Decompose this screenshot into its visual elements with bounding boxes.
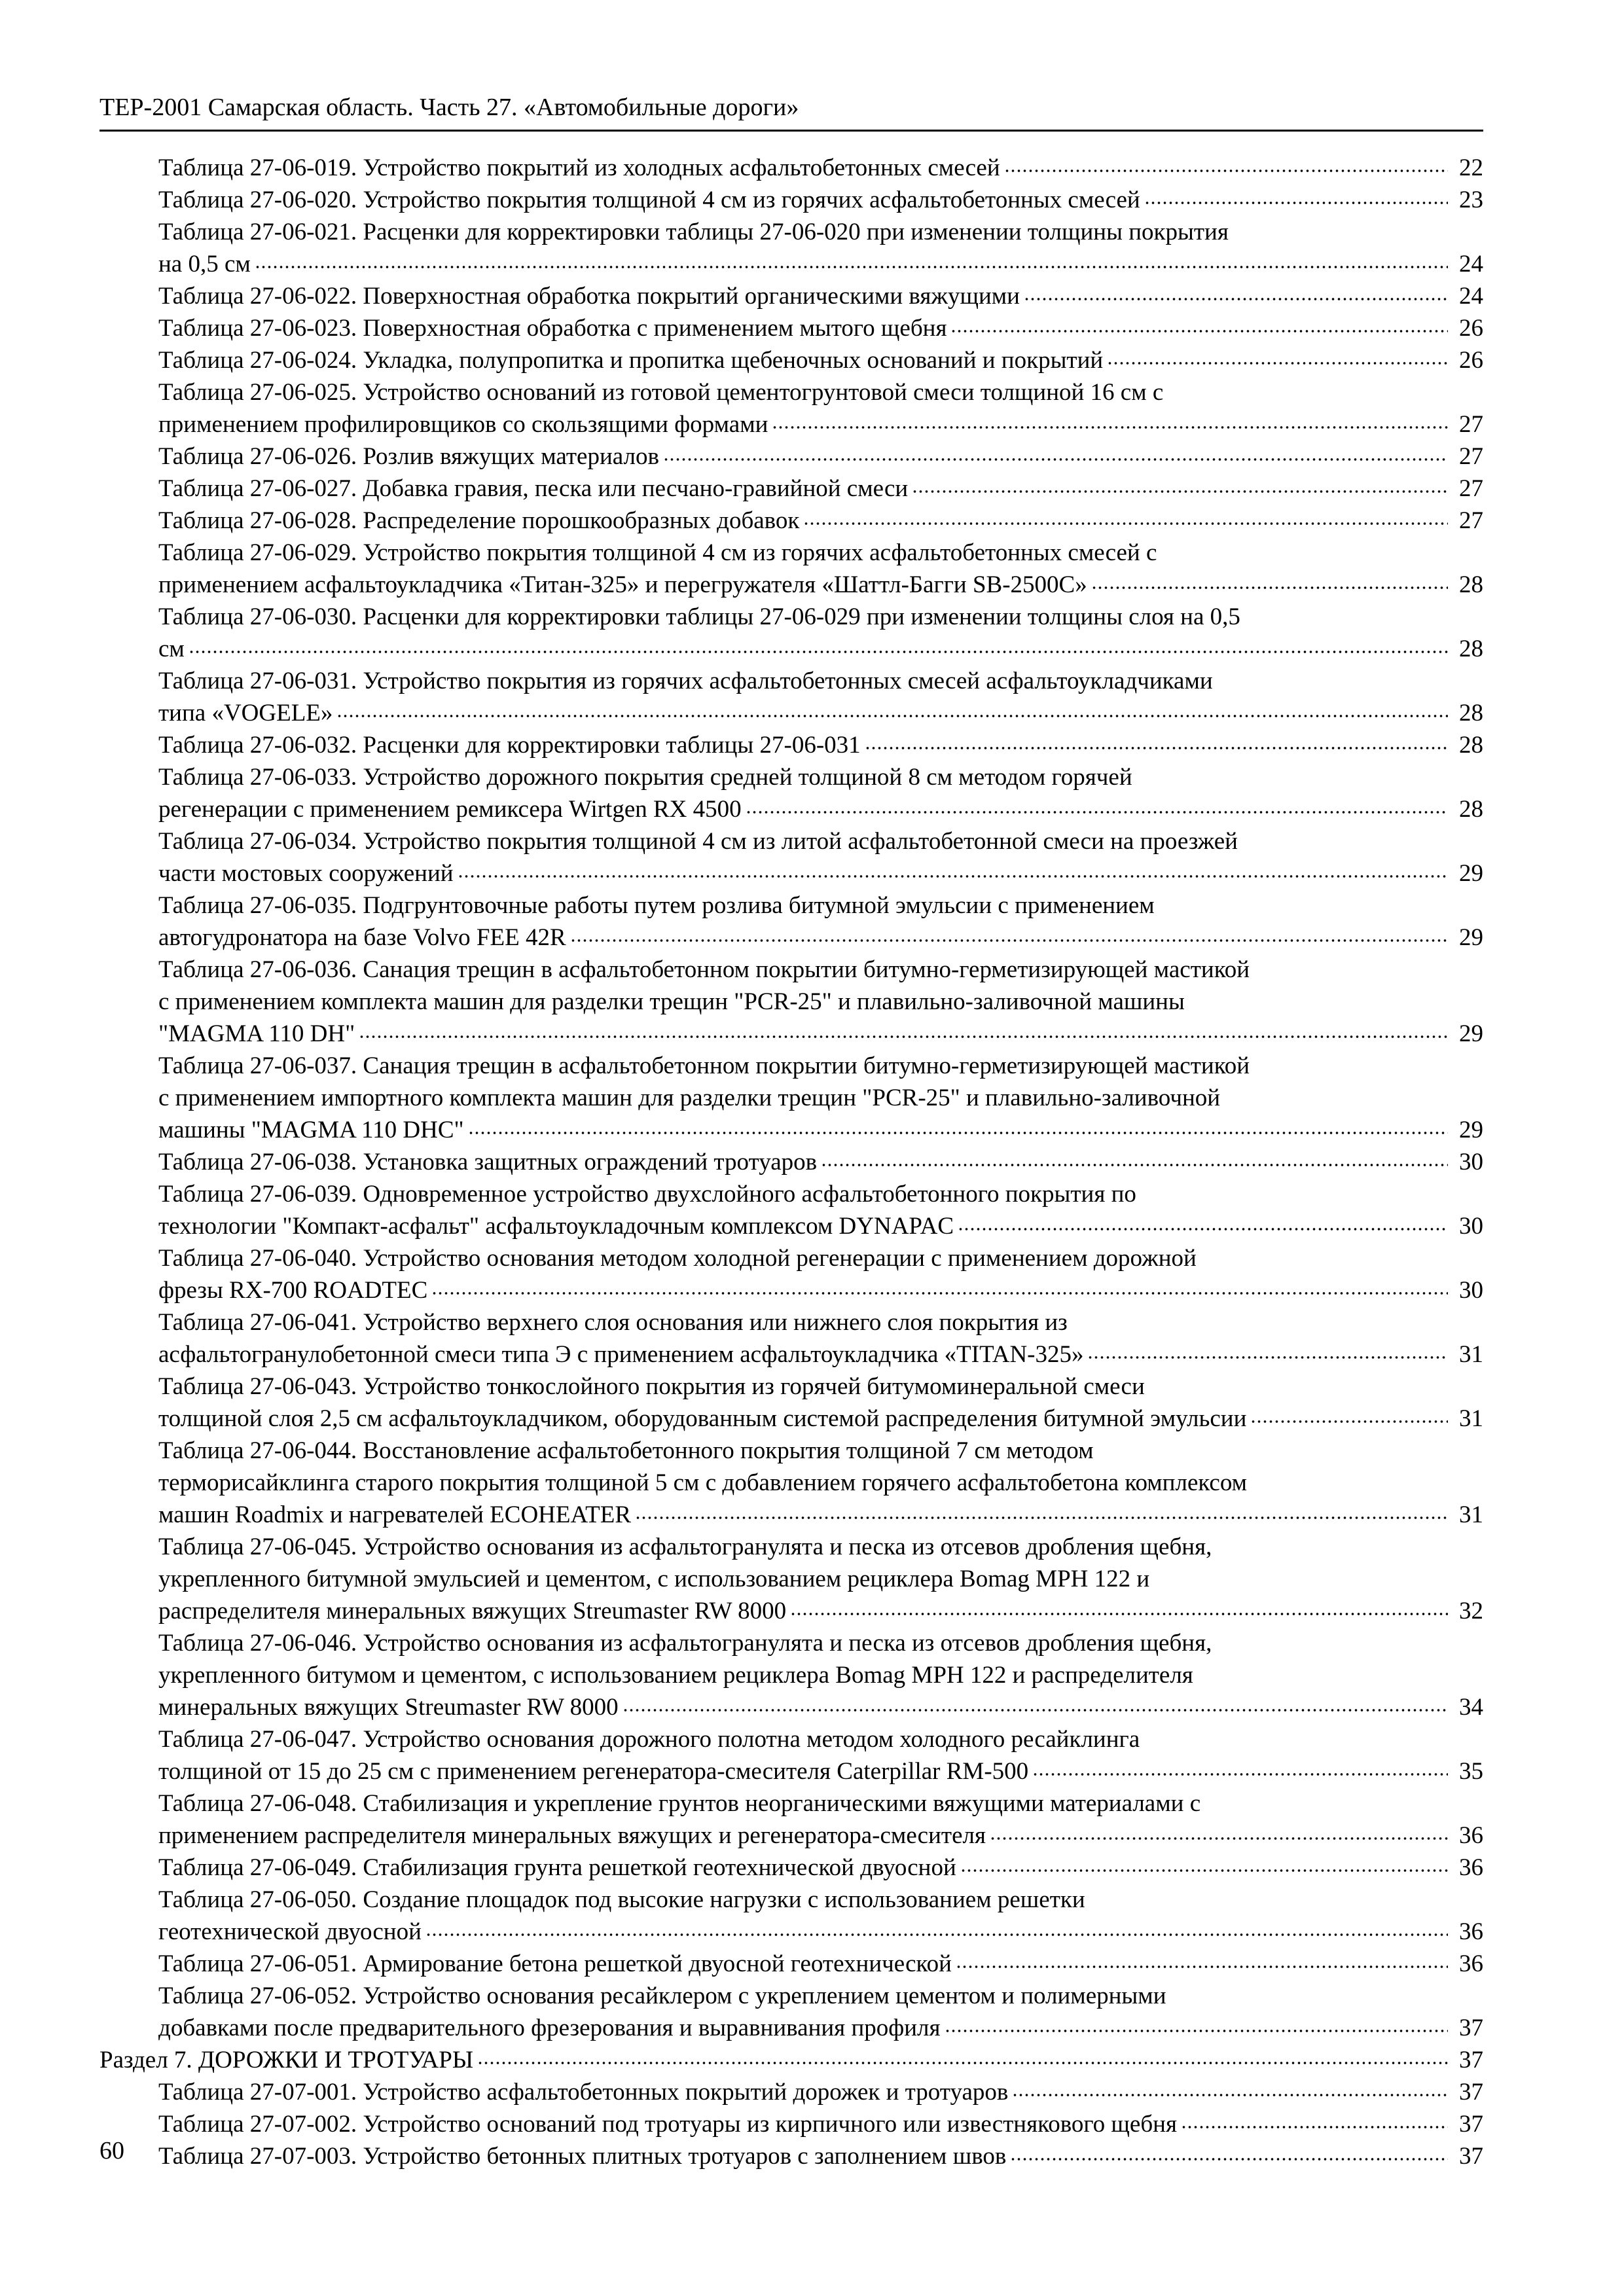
toc-entry-text: Таблица 27-06-025. Устройство оснований из готовой цементогрунтовой смеси толщиной 16 см с [158,379,1164,406]
toc-entry[interactable] [0,1146,1624,1178]
toc-entry-line [158,440,1483,473]
toc-entry-text: применением распределителя минеральных вяжущих и регенератора-смесителя [158,1822,986,1849]
toc-entry[interactable] [0,473,1624,505]
toc-entry-text: Таблица 27-07-001. Устройство асфальтобетонных покрытий дорожек и тротуаров [158,2079,1009,2106]
toc-entry[interactable] [0,216,1624,280]
dot-leader [336,713,1448,719]
table-of-contents [0,152,1624,2172]
toc-page-number: 28 [1459,796,1483,823]
dot-leader [663,457,1448,462]
toc-entry-text: Таблица 27-06-048. Стабилизация и укрепление грунтов неорганическими вяжущими материалами с [158,1790,1201,1817]
toc-section-entry[interactable] [0,2044,1624,2076]
toc-entry-line [158,793,1483,825]
toc-entry-text: технологии "Компакт-асфальт" асфальтоукладочным комплексом DYNAPAC [158,1213,954,1240]
toc-entry-line [158,1595,1483,1627]
toc-page-number: 27 [1459,507,1483,534]
toc-entry-line [158,216,1483,248]
toc-entry-text: Таблица 27-06-024. Укладка, полупропитка и пропитка щебеночных оснований и покрытий [158,347,1104,374]
toc-entry[interactable] [0,1306,1624,1371]
toc-entry-text: асфальтогранулобетонной смеси типа Э с применением асфальтоукладчика «TITAN-325» [158,1341,1084,1368]
toc-entry-line [158,1371,1483,1403]
toc-entry-text: Таблица 27-06-029. Устройство покрытия толщиной 4 см из горячих асфальтобетонных смесей с [158,539,1157,566]
toc-entry[interactable] [0,312,1624,344]
dot-leader [1250,1419,1448,1424]
toc-entry[interactable] [0,280,1624,312]
toc-entry[interactable] [0,1050,1624,1146]
toc-entry-line [158,1531,1483,1563]
toc-entry-text: машины "MAGMA 110 DHC" [158,1117,464,1143]
toc-entry-text: Таблица 27-06-045. Устройство основания из асфальтогранулята и песка из отсевов дробления щебня, [158,1534,1212,1560]
toc-entry-text: Таблица 27-07-003. Устройство бетонных плитных тротуаров с заполнением швов [158,2143,1007,2170]
dot-leader [623,1708,1448,1713]
toc-page-number: 31 [1459,1405,1483,1432]
page-number: 60 [99,2137,124,2164]
toc-entry-text: Таблица 27-06-049. Стабилизация грунта решеткой геотехнической двуосной [158,1854,956,1881]
toc-entry-line [158,184,1483,216]
toc-entry-text: Таблица 27-06-040. Устройство основания методом холодной регенерации с применением дорожной [158,1245,1197,1272]
toc-page-number: 26 [1459,347,1483,374]
toc-page-number: 36 [1459,1854,1483,1881]
toc-entry[interactable] [0,665,1624,729]
dot-leader [1144,200,1448,206]
toc-entry[interactable] [0,761,1624,825]
dot-leader [1024,296,1448,302]
toc-entry-text: регенерации с применением ремиксера Wirtgen RX 4500 [158,796,742,823]
toc-entry[interactable] [0,1948,1624,1980]
toc-entry-text: см [158,636,185,662]
toc-page-number: 36 [1459,1950,1483,1977]
toc-entry-text: терморисайклинга старого покрытия толщиной 5 см с добавлением горячего асфальтобетона комплексом [158,1469,1248,1496]
toc-entry[interactable] [0,1371,1624,1435]
toc-page-number: 31 [1459,1341,1483,1368]
dot-leader [803,521,1448,526]
dot-leader [1032,1772,1448,1777]
toc-page-number: 24 [1459,283,1483,310]
toc-entry-line [158,1242,1483,1274]
dot-leader [635,1515,1448,1520]
toc-entry-text: Таблица 27-06-039. Одновременное устройство двухслойного асфальтобетонного покрытия по [158,1181,1136,1208]
toc-entry-text: Раздел 7. ДОРОЖКИ И ТРОТУАРЫ [99,2047,474,2073]
toc-page-number: 29 [1459,924,1483,951]
toc-entry-line [158,1210,1483,1242]
toc-entry-line [158,344,1483,376]
toc-page-number: 36 [1459,1918,1483,1945]
toc-entry-text: с применением комплекта машин для разделки трещин "PCR-25" и плавильно-заливочной машины [158,988,1185,1015]
toc-entry[interactable] [0,152,1624,184]
toc-entry[interactable] [0,825,1624,889]
toc-entry[interactable] [0,1980,1624,2044]
dot-leader [960,1868,1448,1873]
toc-entry-text: толщиной от 15 до 25 см с применением регенератора-смесителя Caterpillar RM-500 [158,1758,1029,1785]
dot-leader [950,329,1448,334]
toc-entry-text: геотехнической двуосной [158,1918,422,1945]
toc-entry[interactable] [0,184,1624,216]
toc-entry-text: укрепленного битумом и цементом, с использованием рециклера Bomag MPH 122 и распределителя [158,1662,1193,1689]
toc-entry-text: Таблица 27-06-020. Устройство покрытия толщиной 4 см из горячих асфальтобетонных смесей [158,187,1140,213]
toc-entry-text: Таблица 27-06-028. Распределение порошкообразных добавок [158,507,800,534]
toc-entry-line [99,2044,1483,2076]
toc-entry-text: части мостовых сооружений [158,860,454,887]
toc-entry-line [158,1916,1483,1948]
toc-entry-line [158,1467,1483,1499]
toc-page-number: 34 [1459,1694,1483,1721]
toc-entry[interactable] [0,1884,1624,1948]
toc-page-number: 37 [1459,2047,1483,2073]
toc-entry-line [158,2108,1483,2140]
toc-entry-text: Таблица 27-06-023. Поверхностная обработка с применением мытого щебня [158,315,947,342]
toc-entry-text: применением асфальтоукладчика «Титан-325» и перегружателя «Шаттл-Багги SB-2500C» [158,571,1087,598]
toc-entry-line [158,601,1483,633]
toc-page-number: 26 [1459,315,1483,342]
toc-entry-line [158,889,1483,922]
toc-entry-text: "MAGMA 110 DH" [158,1020,355,1047]
toc-entry[interactable] [0,1178,1624,1242]
toc-entry-line [158,1852,1483,1884]
toc-entry[interactable] [0,2108,1624,2140]
toc-entry-line [158,1403,1483,1435]
dot-leader [912,489,1448,494]
toc-entry-text: Таблица 27-06-041. Устройство верхнего слоя основания или нижнего слоя покрытия из [158,1309,1068,1336]
toc-entry-line [158,1755,1483,1787]
toc-entry-line [158,1338,1483,1371]
toc-entry-text: машин Roadmix и нагревателей ECOHEATER [158,1501,632,1528]
toc-entry-line [158,505,1483,537]
toc-entry-text: Таблица 27-06-030. Расценки для корректировки таблицы 27-06-029 при изменении толщины слоя на 0,5 [158,603,1240,630]
toc-entry-line [158,1114,1483,1146]
dot-leader [431,1291,1448,1296]
toc-entry-line [158,697,1483,729]
toc-entry-line [158,825,1483,857]
dot-leader [958,1227,1448,1232]
toc-entry[interactable] [0,1787,1624,1852]
toc-entry-line [158,1563,1483,1595]
toc-entry-text: Таблица 27-06-035. Подгрунтовочные работы путем розлива битумной эмульсии с применением [158,892,1155,919]
toc-page-number: 22 [1459,154,1483,181]
toc-entry[interactable] [0,344,1624,376]
toc-entry[interactable] [0,2140,1624,2172]
toc-page-number: 24 [1459,251,1483,278]
toc-entry-line [158,376,1483,408]
toc-entry-text: Таблица 27-06-046. Устройство основания из асфальтогранулята и песка из отсевов дробления щебня, [158,1630,1212,1657]
dot-leader [772,425,1448,430]
toc-entry[interactable] [0,889,1624,954]
toc-entry-line [158,1980,1483,2012]
toc-entry-line [158,729,1483,761]
toc-entry-text: Таблица 27-06-052. Устройство основания ресайклером с укреплением цементом и полимерными [158,1982,1166,2009]
toc-entry-line [158,1884,1483,1916]
toc-entry-line [158,312,1483,344]
dot-leader [189,649,1448,655]
dot-leader [821,1162,1448,1168]
toc-entry-line [158,665,1483,697]
toc-page-number: 31 [1459,1501,1483,1528]
toc-entry[interactable] [0,537,1624,601]
toc-entry-line [158,2012,1483,2044]
toc-entry-text: Таблица 27-06-034. Устройство покрытия толщиной 4 см из литой асфальтобетонной смеси на проезжей [158,828,1238,855]
toc-page-number: 35 [1459,1758,1483,1785]
toc-entry-text: Таблица 27-06-043. Устройство тонкослойного покрытия из горячей битумоминеральной смеси [158,1373,1145,1400]
toc-entry[interactable] [0,1852,1624,1884]
toc-page-number: 36 [1459,1822,1483,1849]
toc-entry-text: толщиной слоя 2,5 см асфальтоукладчиком, оборудованным системой распределения битумной эмульсии [158,1405,1247,1432]
toc-entry-line [158,986,1483,1018]
toc-entry-line [158,2140,1483,2172]
toc-entry-line [158,1435,1483,1467]
toc-page-number: 28 [1459,636,1483,662]
toc-entry-text: с применением импортного комплекта машин для разделки трещин "PCR-25" и плавильно-заливочной [158,1085,1221,1111]
toc-entry-line [158,1082,1483,1114]
toc-entry-line [158,1146,1483,1178]
toc-entry-text: минеральных вяжущих Streumaster RW 8000 [158,1694,619,1721]
toc-entry-text: на 0,5 см [158,251,251,278]
toc-entry-line [158,1050,1483,1082]
dot-leader [570,938,1448,943]
toc-entry-text: Таблица 27-06-033. Устройство дорожного покрытия средней толщиной 8 см методом горячей [158,764,1132,791]
toc-page-number: 30 [1459,1149,1483,1175]
toc-entry-text: Таблица 27-07-002. Устройство оснований под тротуары из кирпичного или известнякового щебня [158,2111,1177,2138]
toc-entry[interactable] [0,1627,1624,1723]
dot-leader [790,1611,1448,1617]
toc-entry-line [158,152,1483,184]
toc-entry-line [158,1659,1483,1691]
toc-page-number: 27 [1459,411,1483,438]
toc-page-number: 30 [1459,1213,1483,1240]
running-header: ТЕР-2001 Самарская область. Часть 27. «Автомобильные дороги» [99,94,799,121]
toc-entry-text: Таблица 27-06-022. Поверхностная обработка покрытий органическими вяжущими [158,283,1020,310]
toc-entry-line [158,1627,1483,1659]
dot-leader [1004,168,1448,173]
toc-page-number: 27 [1459,443,1483,470]
toc-entry-line [158,1018,1483,1050]
dot-leader [477,2060,1448,2066]
toc-entry-line [158,761,1483,793]
dot-leader [1181,2125,1448,2130]
toc-entry-text: Таблица 27-06-047. Устройство основания дорожного полотна методом холодного ресайклинга [158,1726,1140,1753]
toc-entry[interactable] [0,1723,1624,1787]
dot-leader [945,2028,1449,2034]
dot-leader [990,1836,1448,1841]
toc-entry-text: типа «VOGELE» [158,700,333,726]
toc-page-number: 23 [1459,187,1483,213]
toc-entry-line [158,1178,1483,1210]
dot-leader [865,745,1448,751]
toc-entry[interactable] [0,601,1624,665]
toc-entry-line [158,1787,1483,1820]
dot-leader [425,1932,1448,1937]
toc-entry-text: Таблица 27-06-032. Расценки для корректировки таблицы 27-06-031 [158,732,861,759]
toc-entry-line [158,1948,1483,1980]
toc-entry-text: Таблица 27-06-021. Расценки для корректировки таблицы 27-06-020 при изменении толщины покрытия [158,219,1229,245]
toc-page-number: 37 [1459,2015,1483,2041]
toc-entry-line [158,922,1483,954]
toc-entry-line [158,857,1483,889]
toc-page-number: 29 [1459,1020,1483,1047]
dot-leader [458,874,1448,879]
toc-entry-line [158,1499,1483,1531]
dot-leader [956,1964,1448,1969]
toc-entry-text: фрезы RX-700 ROADTEC [158,1277,428,1304]
toc-entry-text: Таблица 27-06-044. Восстановление асфальтобетонного покрытия толщиной 7 см методом [158,1437,1094,1464]
dot-leader [1010,2157,1448,2162]
toc-entry-line [158,1691,1483,1723]
toc-entry-line [158,248,1483,280]
toc-page-number: 27 [1459,475,1483,502]
toc-entry-line [158,2076,1483,2108]
toc-page-number: 28 [1459,700,1483,726]
toc-entry-text: Таблица 27-06-019. Устройство покрытий из холодных асфальтобетонных смесей [158,154,1000,181]
toc-entry-line [158,473,1483,505]
toc-entry[interactable] [0,1435,1624,1531]
toc-page-number: 28 [1459,571,1483,598]
toc-page-number: 28 [1459,732,1483,759]
toc-entry-text: Таблица 27-06-050. Создание площадок под высокие нагрузки с использованием решетки [158,1886,1085,1913]
toc-entry-text: Таблица 27-06-031. Устройство покрытия из горячих асфальтобетонных смесей асфальтоукладчиками [158,668,1213,694]
toc-page-number: 29 [1459,1117,1483,1143]
toc-entry[interactable] [0,376,1624,440]
toc-entry-text: Таблица 27-06-051. Армирование бетона решеткой двуосной геотехнической [158,1950,952,1977]
toc-entry-line [158,1306,1483,1338]
toc-entry-text: добавками после предварительного фрезерования и выравнивания профиля [158,2015,941,2041]
toc-entry-line [158,537,1483,569]
toc-entry-line [158,280,1483,312]
dot-leader [359,1034,1448,1039]
toc-page-number: 30 [1459,1277,1483,1304]
toc-entry-text: распределителя минеральных вяжущих Streumaster RW 8000 [158,1598,787,1624]
dot-leader [1107,361,1448,366]
toc-entry[interactable] [0,1531,1624,1627]
toc-entry-line [158,1274,1483,1306]
toc-entry-text: автогудронатора на базе Volvo FEE 42R [158,924,566,951]
toc-entry[interactable] [0,2076,1624,2108]
toc-page-number: 29 [1459,860,1483,887]
dot-leader [1012,2092,1448,2098]
dot-leader [1087,1355,1448,1360]
dot-leader [1091,585,1448,590]
toc-entry[interactable] [0,440,1624,473]
toc-entry-text: Таблица 27-06-038. Установка защитных ограждений тротуаров [158,1149,818,1175]
toc-entry-text: Таблица 27-06-036. Санация трещин в асфальтобетонном покрытии битумно-герметизирующей мастикой [158,956,1250,983]
toc-entry-line [158,954,1483,986]
toc-page-number: 37 [1459,2079,1483,2106]
toc-entry-text: Таблица 27-06-037. Санация трещин в асфальтобетонном покрытии битумно-герметизирующей мастикой [158,1052,1250,1079]
toc-entry-line [158,1723,1483,1755]
toc-entry[interactable] [0,729,1624,761]
dot-leader [468,1130,1448,1136]
dot-leader [746,810,1448,815]
toc-entry-text: применением профилировщиков со скользящими формами [158,411,768,438]
toc-entry[interactable] [0,954,1624,1050]
toc-entry-text: Таблица 27-06-027. Добавка гравия, песка или песчано-гравийной смеси [158,475,909,502]
toc-entry-line [158,408,1483,440]
toc-entry-line [158,1820,1483,1852]
toc-page-number: 32 [1459,1598,1483,1624]
toc-entry[interactable] [0,1242,1624,1306]
toc-entry-text: укрепленного битумной эмульсией и цементом, с использованием рециклера Bomag MPH 122 и [158,1566,1150,1592]
toc-entry-line [158,569,1483,601]
header-divider [99,130,1483,132]
toc-page-number: 37 [1459,2143,1483,2170]
toc-entry-text: Таблица 27-06-026. Розлив вяжущих материалов [158,443,659,470]
dot-leader [255,264,1448,270]
toc-entry[interactable] [0,505,1624,537]
toc-entry-line [158,633,1483,665]
toc-page-number: 37 [1459,2111,1483,2138]
